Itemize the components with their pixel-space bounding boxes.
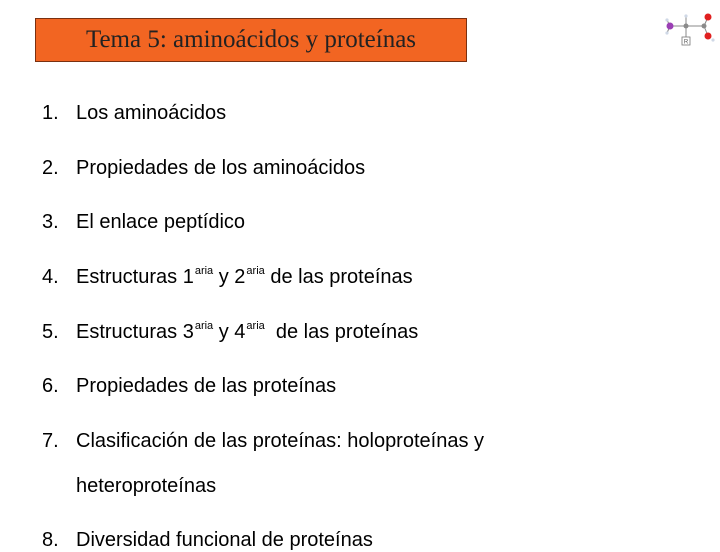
superscript: aria [246, 320, 265, 332]
list-item-text-post: de las proteínas [264, 266, 413, 288]
list-item-text: Los aminoácidos [76, 102, 227, 124]
list-item-4: 4. Estructuras $1^{aria}$ y $2^{aria}$ de las proteínas [42, 265, 413, 288]
list-item-5: 5. Estructuras $3^{aria}$ y $4^{aria}$ de las proteínas [42, 320, 419, 343]
list-item-text: Diversidad funcional de proteínas [76, 529, 373, 551]
list-item-3: 3. El enlace peptídico [42, 211, 246, 233]
list-item-text: Propiedades de las proteínas [76, 375, 337, 397]
list-item-2: 2. Propiedades de los aminoácidos [42, 157, 366, 179]
svg-text:R: R [683, 39, 689, 46]
list-item-text-mid: y 2 [213, 266, 246, 288]
list-item-6: 6. Propiedades de las proteínas [42, 375, 337, 397]
molecule-icon [664, 12, 716, 48]
slide-title: Tema 5: aminoácidos y proteínas [85, 26, 417, 53]
list-item-text: Propiedades de los aminoácidos [76, 157, 366, 179]
list-item-text-mid: y 4 [213, 321, 246, 343]
list-item-text-pre: Estructuras 3 [76, 321, 194, 343]
title-box [35, 18, 467, 62]
list-item-text-pre: Estructuras 1 [76, 266, 194, 288]
list-item-7-continuation: heteroproteínas [76, 475, 217, 497]
list-item-text: Clasificación de las proteínas: holoproteínas y [76, 430, 485, 452]
list-item-8: 8. Diversidad funcional de proteínas [42, 529, 373, 551]
list-item-1: 1. Los aminoácidos [42, 102, 227, 124]
list-item-text-post: de las proteínas [264, 321, 419, 343]
list-item-7: 7. Clasificación de las proteínas: holoproteínas y [42, 430, 485, 452]
superscript: aria [246, 265, 265, 277]
superscript: aria [194, 320, 214, 332]
superscript: aria [194, 265, 214, 277]
list-item-text: El enlace peptídico [76, 211, 246, 233]
